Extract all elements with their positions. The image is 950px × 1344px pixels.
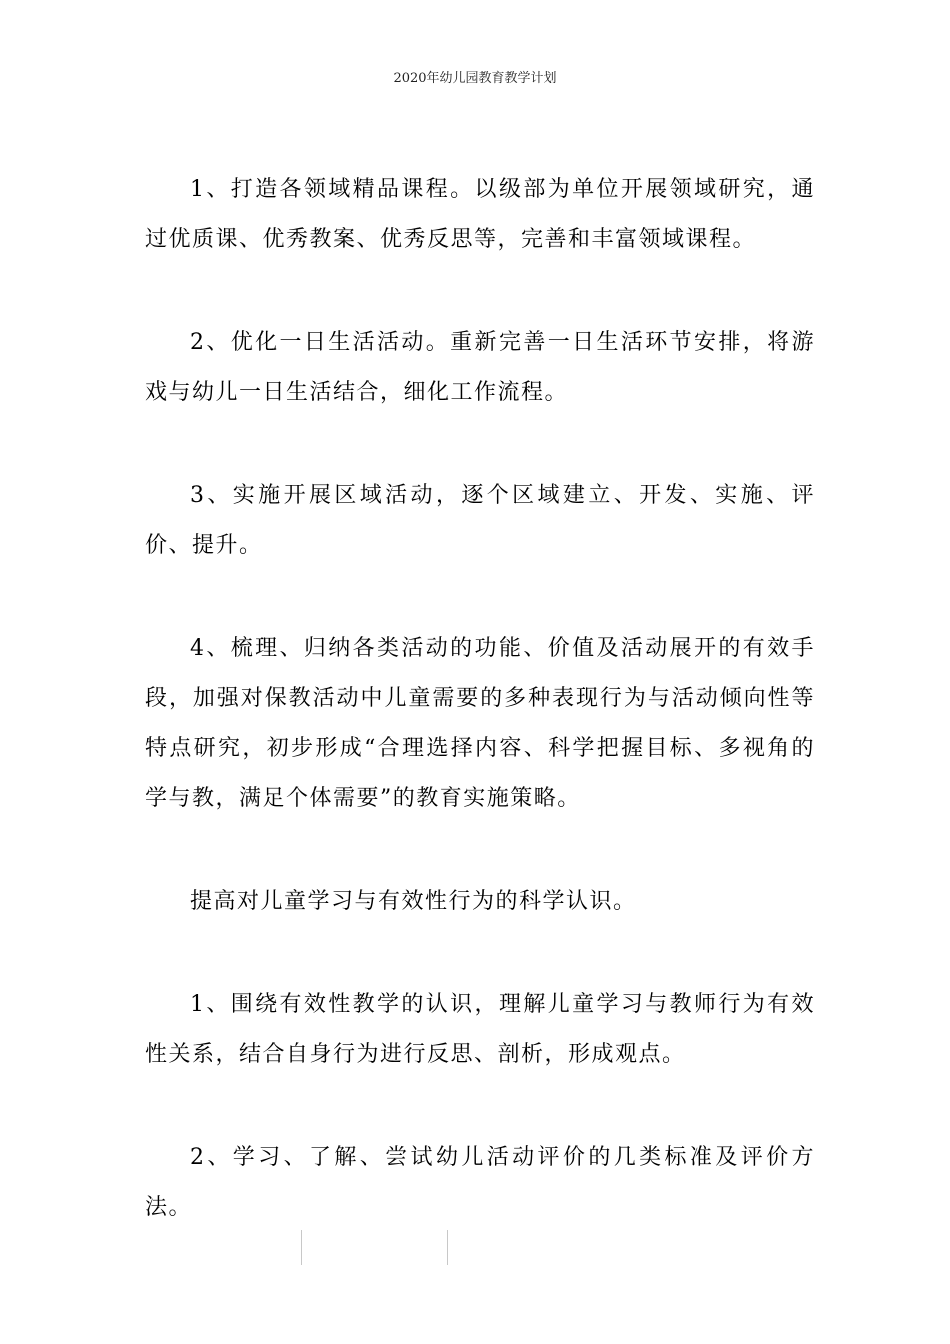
page-header-title: 2020年幼儿园教育教学计划 (393, 71, 557, 86)
paragraph-effective-teaching: 1、围绕有效性教学的认识，理解儿童学习与教师行为有效性关系，结合自身行为进行反思、剖析，形成观点。 (145, 992, 815, 1067)
paragraph-area-activities: 3、实施开展区域活动，逐个区域建立、开发、实施、评价、提升。 (145, 483, 815, 558)
document-body (145, 165, 815, 1233)
paragraph-daily-activities: 2、优化一日生活活动。重新完善一日生活环节安排，将游戏与幼儿一日生活结合，细化工作流程。 (145, 330, 815, 405)
footer-divider-right (447, 1230, 448, 1265)
paragraph-activity-strategies: 4、梳理、归纳各类活动的功能、价值及活动展开的有效手段，加强对保教活动中儿童需要的多种表现行为与活动倾向性等特点研究，初步形成“合理选择内容、科学把握目标、多视角的学与教，满足个体需要”的教育实施策略。 (145, 636, 815, 811)
paragraph-section-heading: 提高对儿童学习与有效性行为的科学认识。 (190, 889, 637, 914)
footer-divider-left (301, 1230, 302, 1265)
paragraph-course-building: 1、打造各领域精品课程。以级部为单位开展领域研究，通过优质课、优秀教案、优秀反思等，完善和丰富领域课程。 (145, 177, 815, 252)
paragraph-evaluation-methods: 2、学习、了解、尝试幼儿活动评价的几类标准及评价方法。 (145, 1145, 815, 1220)
